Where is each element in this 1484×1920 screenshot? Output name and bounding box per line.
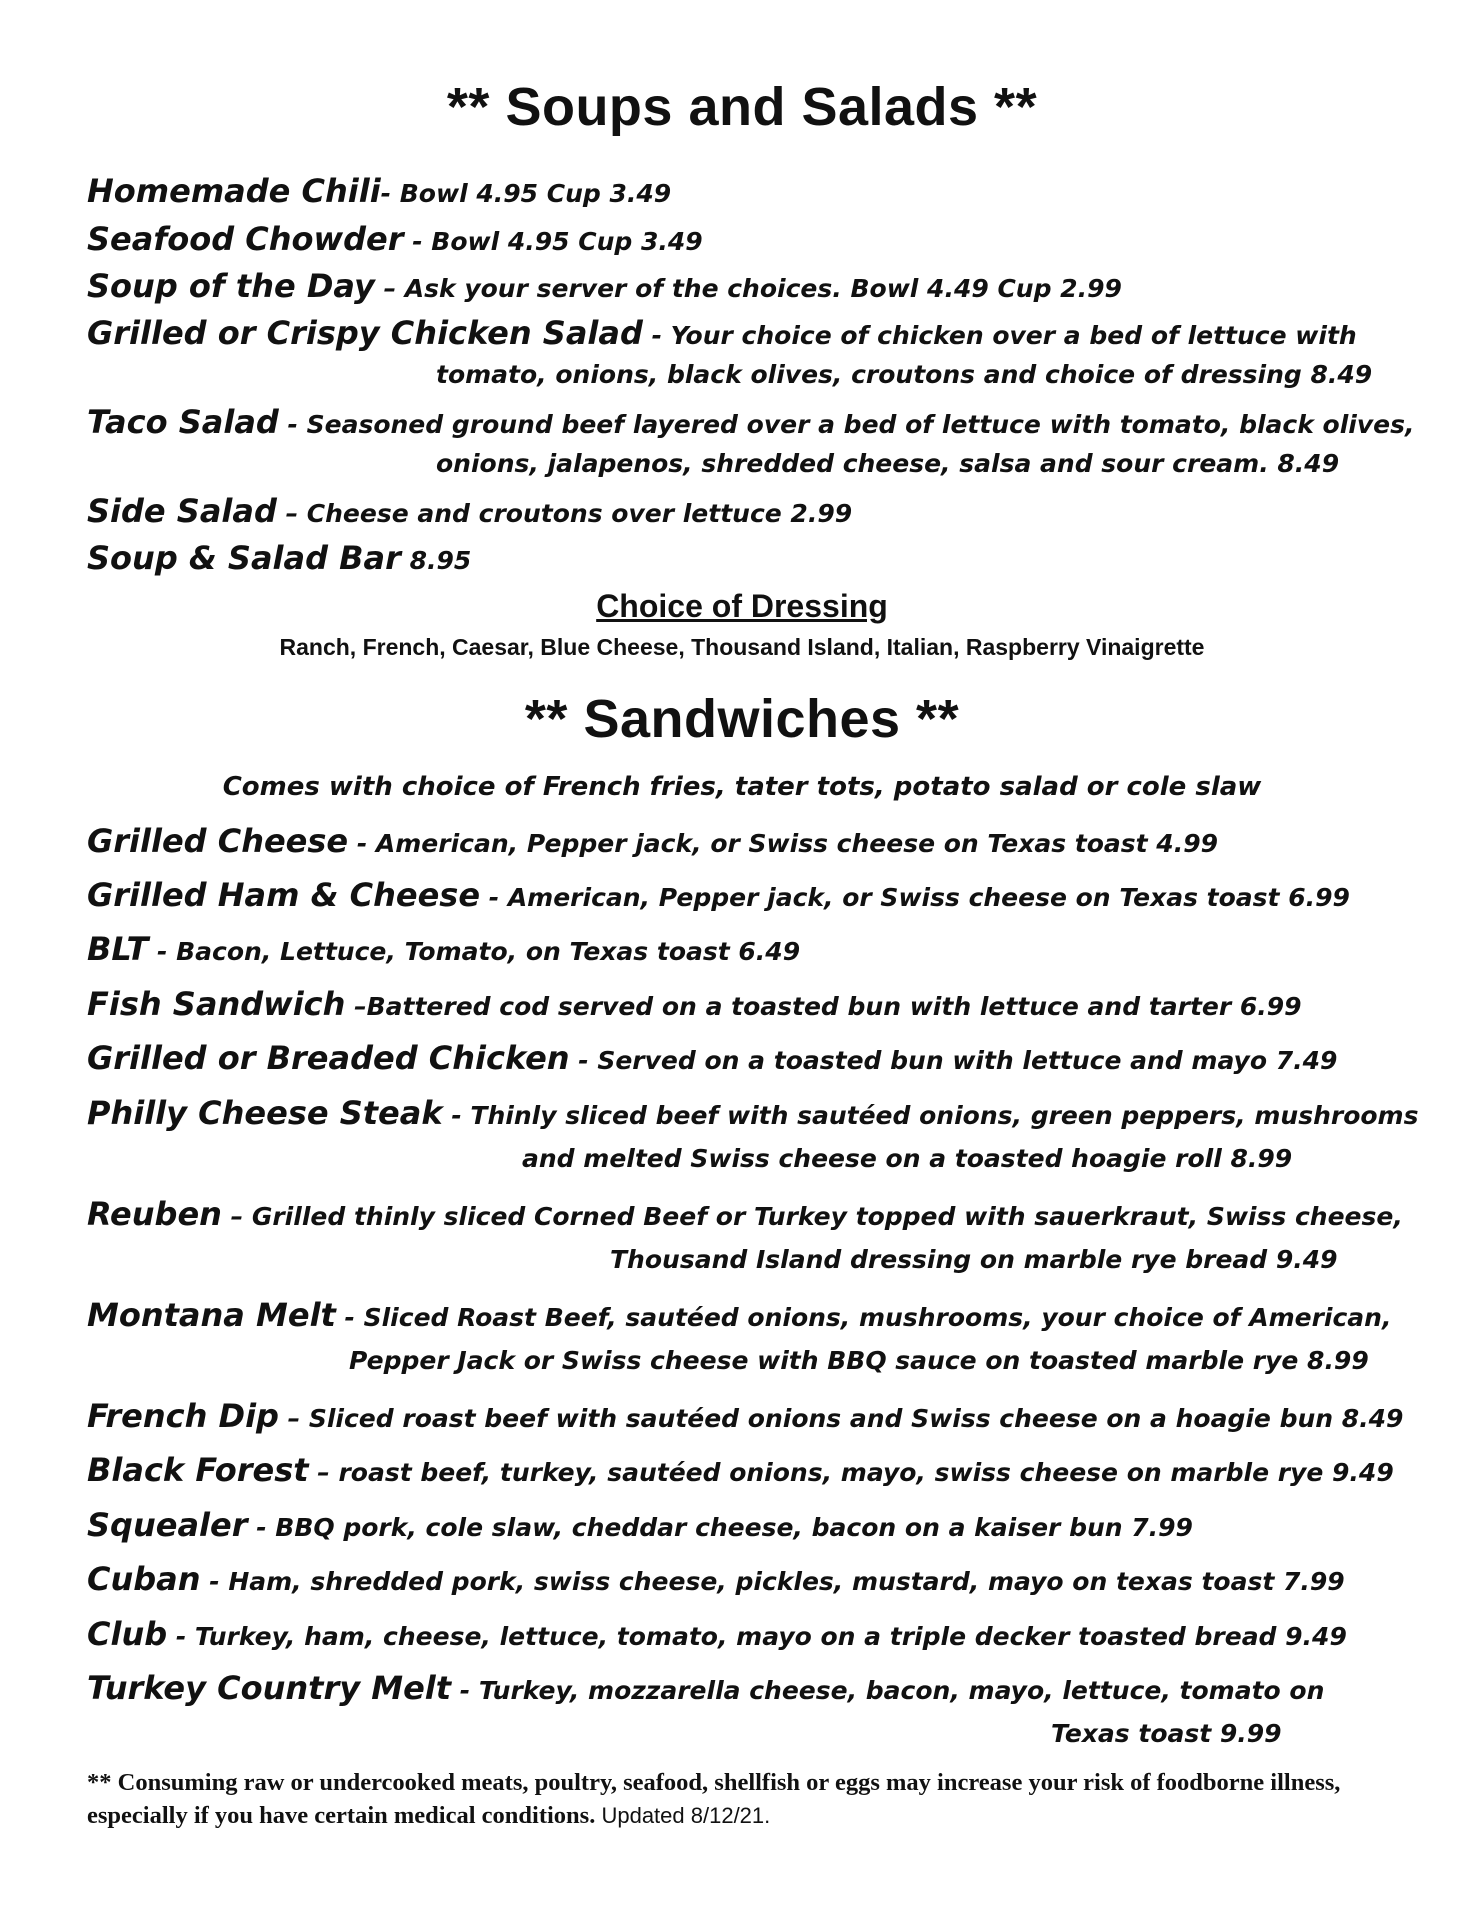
item-name: Turkey Country Melt	[87, 1669, 452, 1707]
item-desc: – Grilled thinly sliced Corned Beef or Turkey topped with sauerkraut, Swiss cheese,	[221, 1202, 1403, 1231]
item-desc: – Cheese and croutons over lettuce 2.99	[276, 499, 853, 528]
item-name: Montana Melt	[87, 1296, 336, 1334]
item-desc: - Turkey, ham, cheese, lettuce, tomato, mayo on a triple decker toasted bread 9.49	[167, 1622, 1347, 1651]
item-name: Grilled Ham & Cheese	[87, 876, 481, 914]
menu-item	[87, 1039, 1337, 1077]
item-name: Taco Salad	[87, 403, 279, 441]
sandwiches-heading: ** Sandwiches **	[524, 689, 960, 749]
item-desc: - Thinly sliced beef with sautéed onions, green peppers, mushrooms	[442, 1101, 1419, 1130]
menu-item	[87, 1094, 1418, 1132]
item-desc: - Bacon, Lettuce, Tomato, on Texas toast 6.49	[148, 937, 801, 966]
food-safety-warning: ** Consuming raw or undercooked meats, poultry, seafood, shellfish or eggs may increase your risk of foodborne illness, especially if you have certain medical conditions.	[87, 1769, 1341, 1829]
menu-item	[87, 1296, 1391, 1334]
item-desc-continued: Thousand Island dressing on marble rye bread 9.49	[610, 1245, 1338, 1274]
menu-item	[87, 403, 1415, 441]
item-desc: - Bowl 4.95 Cup 3.49	[403, 227, 703, 256]
menu-item	[87, 930, 800, 968]
item-name: Reuben	[87, 1195, 222, 1233]
item-desc: - Bowl 4.95 Cup 3.49	[380, 179, 672, 208]
item-desc: - Seasoned ground beef layered over a bed of lettuce with tomato, black olives,	[278, 410, 1415, 439]
item-desc: - Turkey, mozzarella cheese, bacon, mayo, lettuce, tomato on	[451, 1676, 1325, 1705]
item-desc-continued: onions, jalapenos, shredded cheese, salsa and sour cream. 8.49	[436, 449, 1340, 478]
updated-date: Updated 8/12/21.	[595, 1803, 771, 1828]
menu-item	[87, 822, 1218, 860]
item-name: Soup of the Day	[87, 267, 375, 305]
item-name: Club	[87, 1615, 168, 1653]
menu-item	[87, 985, 1302, 1023]
menu-item	[87, 1615, 1347, 1653]
menu-item	[87, 876, 1350, 914]
dressing-list: Ranch, French, Caesar, Blue Cheese, Thousand Island, Italian, Raspberry Vinaigrette	[279, 634, 1205, 660]
item-name: Philly Cheese Steak	[87, 1094, 443, 1132]
food-safety-footer	[87, 1766, 1407, 1832]
item-desc: –Battered cod served on a toasted bun with lettuce and tarter 6.99	[345, 992, 1302, 1021]
item-name: Grilled or Breaded Chicken	[87, 1039, 570, 1077]
item-desc: – roast beef, turkey, sautéed onions, mayo, swiss cheese on marble rye 9.49	[308, 1458, 1394, 1487]
item-desc: - Served on a toasted bun with lettuce and mayo 7.49	[569, 1046, 1338, 1075]
menu-item	[87, 539, 471, 577]
menu-item	[87, 1195, 1403, 1233]
menu-item	[87, 220, 703, 258]
item-desc: - Ham, shredded pork, swiss cheese, pickles, mustard, mayo on texas toast 7.99	[200, 1567, 1345, 1596]
item-name: Cuban	[87, 1560, 201, 1598]
item-name: Soup & Salad Bar	[87, 539, 401, 577]
menu-item	[87, 1506, 1193, 1544]
item-name: Side Salad	[87, 492, 277, 530]
menu-item	[87, 492, 852, 530]
item-desc: - BBQ pork, cole slaw, cheddar cheese, bacon on a kaiser bun 7.99	[247, 1513, 1193, 1542]
menu-item	[87, 1397, 1403, 1435]
item-desc: – Ask your server of the choices. Bowl 4.49 Cup 2.99	[374, 274, 1122, 303]
item-desc: - Sliced Roast Beef, sautéed onions, mushrooms, your choice of American,	[335, 1303, 1392, 1332]
menu-item	[87, 1669, 1324, 1707]
menu-item	[87, 267, 1122, 305]
item-name: Grilled Cheese	[87, 822, 349, 860]
item-name: Grilled or Crispy Chicken Salad	[87, 314, 643, 352]
menu-item	[87, 172, 671, 210]
item-name: Squealer	[87, 1506, 248, 1544]
item-desc-continued: tomato, onions, black olives, croutons and choice of dressing 8.49	[436, 360, 1373, 389]
menu-item	[87, 314, 1357, 352]
item-name: Fish Sandwich	[87, 985, 346, 1023]
item-desc: 8.95	[400, 546, 472, 575]
item-desc: - American, Pepper jack, or Swiss cheese on Texas toast 4.99	[348, 829, 1218, 858]
item-desc: – Sliced roast beef with sautéed onions and Swiss cheese on a hoagie bun 8.49	[278, 1404, 1404, 1433]
item-name: Homemade Chili	[87, 172, 381, 210]
item-name: French Dip	[87, 1397, 279, 1435]
item-desc-continued: and melted Swiss cheese on a toasted hoagie roll 8.99	[522, 1144, 1293, 1173]
soups-salads-heading: ** Soups and Salads **	[446, 77, 1038, 137]
menu-item	[87, 1560, 1345, 1598]
dressing-heading: Choice of Dressing	[596, 588, 888, 624]
item-name: Black Forest	[87, 1451, 309, 1489]
sides-note: Comes with choice of French fries, tater tots, potato salad or cole slaw	[222, 772, 1262, 802]
item-name: Seafood Chowder	[87, 220, 404, 258]
item-desc-continued: Pepper Jack or Swiss cheese with BBQ sauce on toasted marble rye 8.99	[349, 1346, 1369, 1375]
item-desc: - Your choice of chicken over a bed of lettuce with	[642, 321, 1357, 350]
menu-item	[87, 1451, 1394, 1489]
item-desc: - American, Pepper jack, or Swiss cheese on Texas toast 6.99	[480, 883, 1350, 912]
item-name: BLT	[87, 930, 149, 968]
item-desc-continued: Texas toast 9.99	[1051, 1719, 1282, 1748]
